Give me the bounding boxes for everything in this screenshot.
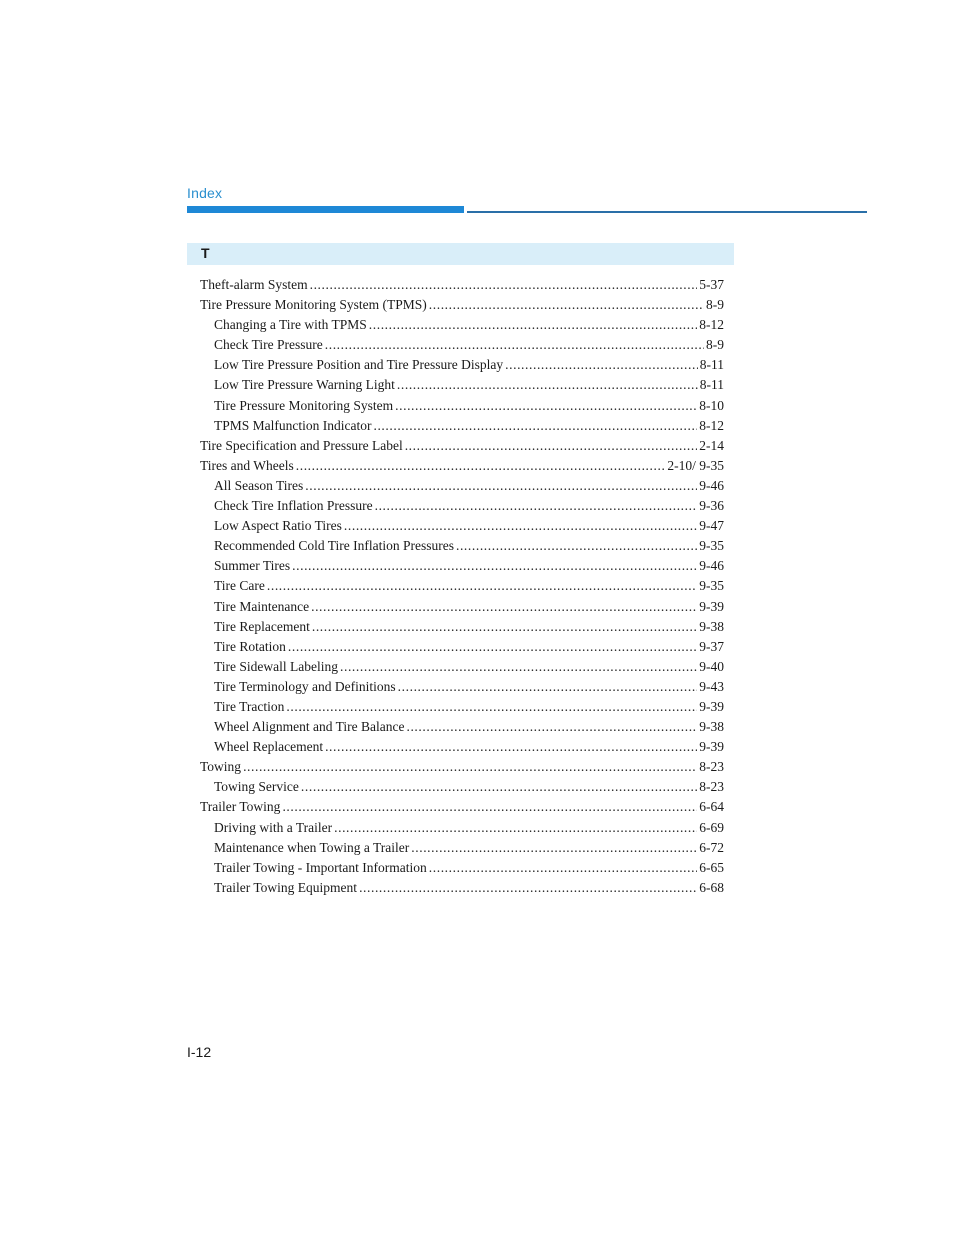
dot-leader xyxy=(267,576,697,596)
index-entry-label: Driving with a Trailer xyxy=(214,819,333,835)
index-entry[interactable] xyxy=(200,556,724,576)
index-entry-page: 8-23 xyxy=(699,759,724,775)
index-entry-label: Check Tire Pressure xyxy=(214,337,323,353)
index-entry-page: 6-72 xyxy=(699,839,724,855)
index-entry-label: Recommended Cold Tire Inflation Pressures xyxy=(214,538,454,554)
dot-leader xyxy=(375,496,698,516)
index-entry-label: Low Tire Pressure Position and Tire Pressure Display xyxy=(214,357,504,373)
index-entry[interactable] xyxy=(200,476,724,496)
index-entry-label: Changing a Tire with TPMS xyxy=(214,317,367,333)
section-header-bar xyxy=(187,243,734,265)
index-entry-page: 2-10/ 9-35 xyxy=(667,457,724,473)
index-entry-label: Trailer Towing xyxy=(200,799,281,815)
index-entry[interactable] xyxy=(200,737,724,757)
index-entry-label: Tire Terminology and Definitions xyxy=(214,678,396,694)
index-entry-label: Tire Maintenance xyxy=(214,598,310,614)
index-entry-page: 9-38 xyxy=(699,618,724,634)
dot-leader xyxy=(305,476,697,496)
index-entry-label: Tire Traction xyxy=(214,698,285,714)
index-entry[interactable] xyxy=(200,677,724,697)
index-entry-label: TPMS Malfunction Indicator xyxy=(214,417,372,433)
index-entry[interactable] xyxy=(200,416,724,436)
index-entry[interactable] xyxy=(200,597,724,617)
index-entry[interactable] xyxy=(200,275,724,295)
index-entry-page: 6-69 xyxy=(699,819,724,835)
index-entry-label: Low Tire Pressure Warning Light xyxy=(214,377,395,393)
dot-leader xyxy=(340,657,697,677)
index-entry[interactable] xyxy=(200,838,724,858)
index-entry-page: 9-39 xyxy=(699,698,724,714)
dot-leader xyxy=(429,295,704,315)
dot-leader xyxy=(334,818,697,838)
index-entry-label: Theft-alarm System xyxy=(200,277,308,292)
dot-leader xyxy=(310,275,698,295)
index-entry-page: 6-68 xyxy=(699,879,724,895)
index-entry-page: 9-46 xyxy=(699,558,724,574)
index-entry-label: Wheel Alignment and Tire Balance xyxy=(214,719,405,735)
index-entry[interactable] xyxy=(200,295,724,315)
index-entry-page: 9-47 xyxy=(699,518,724,534)
index-entry[interactable] xyxy=(200,516,724,536)
index-entry[interactable] xyxy=(200,375,724,395)
index-entry-page: 8-9 xyxy=(706,337,724,353)
dot-leader xyxy=(406,717,697,737)
dot-leader xyxy=(397,375,698,395)
dot-leader xyxy=(411,838,697,858)
index-entry[interactable] xyxy=(200,777,724,797)
index-entry-page: 9-35 xyxy=(699,578,724,594)
dot-leader xyxy=(243,757,697,777)
index-entry[interactable] xyxy=(200,536,724,556)
dot-leader xyxy=(505,355,698,375)
dot-leader xyxy=(429,858,697,878)
index-entry-list xyxy=(200,275,724,898)
dot-leader xyxy=(405,436,698,456)
index-entry-label: Check Tire Inflation Pressure xyxy=(214,498,373,514)
dot-leader xyxy=(312,617,697,637)
dot-leader xyxy=(286,697,697,717)
dot-leader xyxy=(398,677,698,697)
index-entry[interactable] xyxy=(200,456,724,476)
index-entry-label: Tire Sidewall Labeling xyxy=(214,658,338,674)
index-entry-label: Tire Pressure Monitoring System xyxy=(214,397,394,413)
section-letter: T xyxy=(201,245,210,261)
page-number: I-12 xyxy=(187,1044,212,1060)
dot-leader xyxy=(369,315,697,335)
index-entry[interactable] xyxy=(200,697,724,717)
index-entry-page: 9-46 xyxy=(699,477,724,493)
index-entry[interactable] xyxy=(200,757,724,777)
index-entry-label: Tire Pressure Monitoring System (TPMS) xyxy=(200,297,427,313)
index-entry[interactable] xyxy=(200,315,724,335)
index-entry-page: 6-65 xyxy=(699,859,724,875)
dot-leader xyxy=(344,516,697,536)
dot-leader xyxy=(296,456,666,476)
index-entry-page: 8-11 xyxy=(699,357,724,373)
dot-leader xyxy=(311,597,697,617)
index-entry[interactable] xyxy=(200,396,724,416)
index-entry-label: All Season Tires xyxy=(214,477,304,493)
index-entry-page: 5-37 xyxy=(699,277,724,292)
dot-leader xyxy=(282,797,697,817)
index-entry-label: Summer Tires xyxy=(214,558,291,574)
index-entry-page: 9-43 xyxy=(699,678,724,694)
index-entry[interactable] xyxy=(200,496,724,516)
dot-leader xyxy=(359,878,697,898)
index-entry[interactable] xyxy=(200,717,724,737)
index-entry-label: Towing xyxy=(200,759,242,775)
index-entry-page: 2-14 xyxy=(699,437,724,453)
index-entry-page: 8-23 xyxy=(699,779,724,795)
index-entry[interactable] xyxy=(200,878,724,898)
page-header-title: Index xyxy=(187,185,223,201)
index-entry-label: Tire Care xyxy=(214,578,265,594)
index-entry-label: Maintenance when Towing a Trailer xyxy=(214,839,410,855)
index-entry[interactable] xyxy=(200,818,724,838)
dot-leader xyxy=(301,777,697,797)
dot-leader xyxy=(395,396,697,416)
index-entry[interactable] xyxy=(200,637,724,657)
index-entry[interactable] xyxy=(200,797,724,817)
index-entry-page: 8-10 xyxy=(699,397,724,413)
index-entry-page: 8-11 xyxy=(699,377,724,393)
index-entry[interactable] xyxy=(200,576,724,596)
index-entry-page: 9-35 xyxy=(699,538,724,554)
index-entry[interactable] xyxy=(200,858,724,878)
index-entry-label: Tire Specification and Pressure Label xyxy=(200,437,403,453)
index-entry[interactable] xyxy=(200,335,724,355)
index-entry[interactable] xyxy=(200,617,724,637)
index-entry-label: Tires and Wheels xyxy=(200,457,294,473)
index-entry-page: 9-40 xyxy=(699,658,724,674)
index-entry-page: 8-12 xyxy=(699,317,724,333)
index-entry[interactable] xyxy=(200,436,724,456)
index-entry-page: 9-37 xyxy=(699,638,724,654)
index-entry[interactable] xyxy=(200,355,724,375)
index-entry-page: 9-36 xyxy=(699,498,724,514)
index-entry-page: 9-39 xyxy=(699,598,724,614)
index-entry-page: 8-9 xyxy=(706,297,724,313)
dot-leader xyxy=(373,416,697,436)
dot-leader xyxy=(325,335,704,355)
index-entry-label: Trailer Towing Equipment xyxy=(214,879,358,895)
index-entry-label: Tire Rotation xyxy=(214,638,286,654)
index-entry-page: 9-39 xyxy=(699,739,724,755)
dot-leader xyxy=(456,536,697,556)
index-entry-label: Towing Service xyxy=(214,779,299,795)
index-entry-label: Low Aspect Ratio Tires xyxy=(214,518,342,534)
dot-leader xyxy=(325,737,697,757)
index-entry-page: 9-38 xyxy=(699,719,724,735)
header-divider-rule xyxy=(467,211,867,213)
index-entry-label: Tire Replacement xyxy=(214,618,310,634)
index-entry-label: Trailer Towing - Important Information xyxy=(214,859,427,875)
dot-leader xyxy=(288,637,697,657)
dot-leader xyxy=(292,556,697,576)
index-entry-page: 6-64 xyxy=(699,799,724,815)
index-entry-page: 8-12 xyxy=(699,417,724,433)
index-entry[interactable] xyxy=(200,657,724,677)
header-accent-rule xyxy=(187,206,464,213)
index-entry-label: Wheel Replacement xyxy=(214,739,324,755)
